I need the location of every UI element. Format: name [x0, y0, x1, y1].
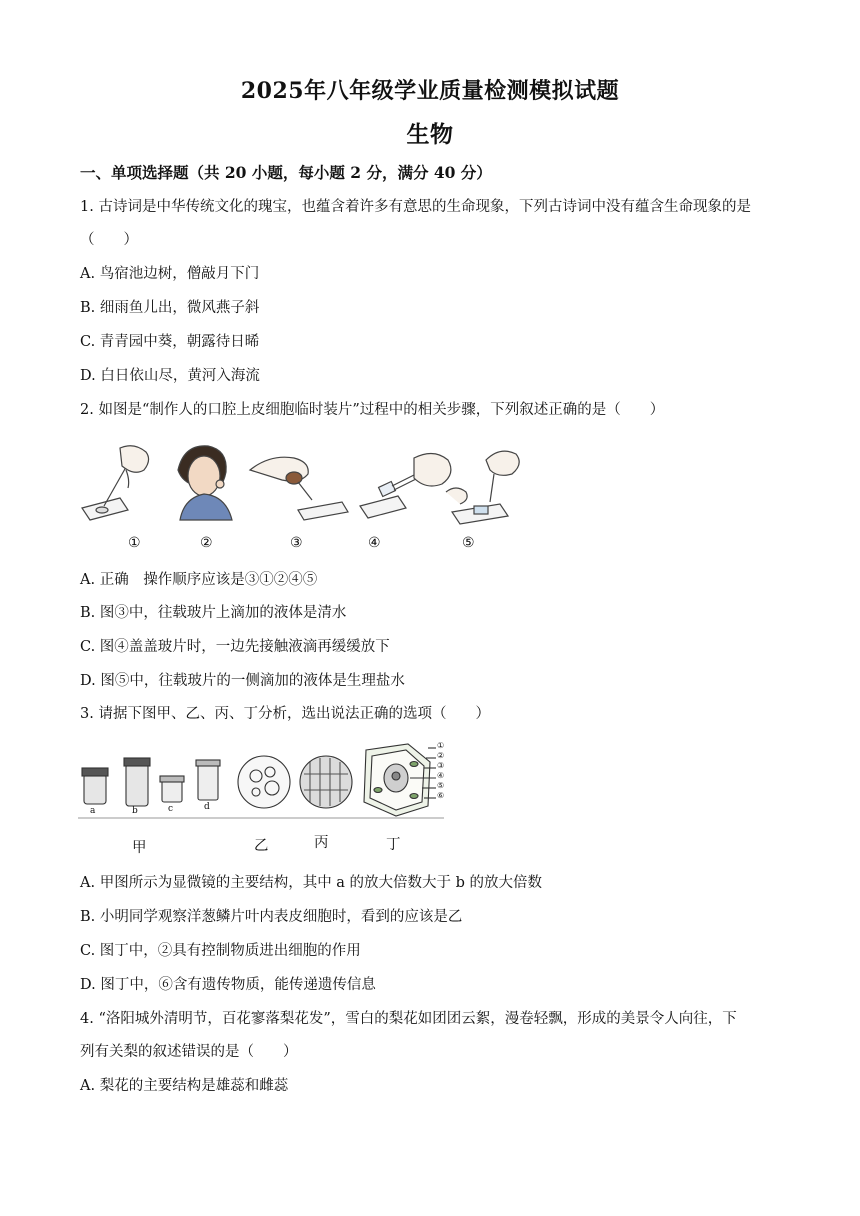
q3-label-bing: 丙 — [314, 835, 329, 851]
q2-label-2: ② — [200, 535, 213, 551]
lens-c — [160, 776, 184, 802]
q2-label-1: ① — [128, 535, 141, 551]
q2-figure — [80, 440, 540, 534]
q3-option-b: B. 小明同学观察洋葱鳞片叶内表皮细胞时，看到的应该是乙 — [80, 909, 463, 925]
q2-label-3: ③ — [290, 535, 303, 551]
lens-label-a: a — [90, 806, 96, 816]
q3-label-yi: 乙 — [254, 838, 269, 854]
q1-stem-line1: 1. 古诗词是中华传统文化的瑰宝，也蕴含着许多有意思的生命现象，下列古诗词中没有蕴含生命现象的是 — [80, 199, 751, 215]
slide-prep-illustration — [80, 440, 540, 530]
q3-option-d: D. 图丁中，⑥含有遗传物质，能传递遗传信息 — [80, 977, 376, 993]
q2-option-b: B. 图③中，往载玻片上滴加的液体是清水 — [80, 605, 347, 621]
cell-label-1: ① — [437, 741, 445, 750]
q2-stem: 2. 如图是“制作人的口腔上皮细胞临时装片”过程中的相关步骤，下列叙述正确的是（ ） — [80, 402, 665, 418]
q1-stem-line2: （ ） — [80, 232, 138, 248]
q4-stem-line1: 4. “洛阳城外清明节，百花寥落梨花发”，雪白的梨花如团团云絮，漫卷轻飘，形成的美景令人向往，下 — [80, 1011, 737, 1027]
cell-label-4: ④ — [437, 771, 445, 780]
cell-label-2: ② — [437, 751, 445, 760]
q2-option-a: A. 正确 操作顺序应该是③①②④⑤ — [80, 572, 318, 588]
q1-option-c: C. 青青园中葵，朝露待日晞 — [80, 334, 260, 350]
q3-label-jia: 甲 — [132, 840, 147, 856]
step3-drawing — [250, 457, 348, 520]
step2-drawing — [178, 446, 232, 520]
step4-drawing — [360, 453, 451, 518]
cell-label-3: ③ — [437, 761, 445, 770]
step1-drawing — [82, 446, 149, 520]
cell-view-bing — [300, 756, 352, 808]
q2-label-5: ⑤ — [462, 535, 475, 551]
cell-diagram-ding — [364, 744, 436, 816]
lens-a — [82, 768, 108, 804]
q2-option-c: C. 图④盖盖玻片时，一边先接触液滴再缓缓放下 — [80, 639, 390, 655]
q3-label-ding: 丁 — [386, 837, 401, 853]
q2-label-4: ④ — [368, 535, 381, 551]
q3-option-c: C. 图丁中，②具有控制物质进出细胞的作用 — [80, 943, 361, 959]
q1-option-a: A. 鸟宿池边树，僧敲月下门 — [80, 266, 260, 282]
q4-option-a: A. 梨花的主要结构是雄蕊和雌蕊 — [80, 1078, 289, 1094]
q1-option-d: D. 白日依山尽，黄河入海流 — [80, 368, 260, 384]
lens-label-d: d — [204, 802, 210, 812]
cell-view-yi — [238, 756, 290, 808]
lens-label-b: b — [132, 806, 138, 816]
q4-stem-line2: 列有关梨的叙述错误的是（ ） — [80, 1044, 298, 1060]
cell-label-6: ⑥ — [437, 791, 445, 800]
q1-option-b: B. 细雨鱼儿出，微风燕子斜 — [80, 300, 260, 316]
exam-title: 2025年八年级学业质量检测模拟试题 — [240, 78, 620, 104]
subject-title: 生物 — [406, 121, 454, 148]
step5-drawing — [446, 451, 519, 524]
q2-option-d: D. 图⑤中，往载玻片的一侧滴加的液体是生理盐水 — [80, 673, 405, 689]
lens-d — [196, 760, 220, 800]
section-heading: 一、单项选择题（共 20 小题，每小题 2 分，满分 40 分） — [80, 163, 492, 182]
cell-label-5: ⑤ — [437, 781, 445, 790]
q3-option-a: A. 甲图所示为显微镜的主要结构，其中 a 的放大倍数大于 b 的放大倍数 — [80, 875, 543, 891]
lens-b — [124, 758, 150, 806]
q3-stem: 3. 请据下图甲、乙、丙、丁分析，选出说法正确的选项（ ） — [80, 706, 490, 722]
lens-label-c: c — [168, 804, 174, 814]
